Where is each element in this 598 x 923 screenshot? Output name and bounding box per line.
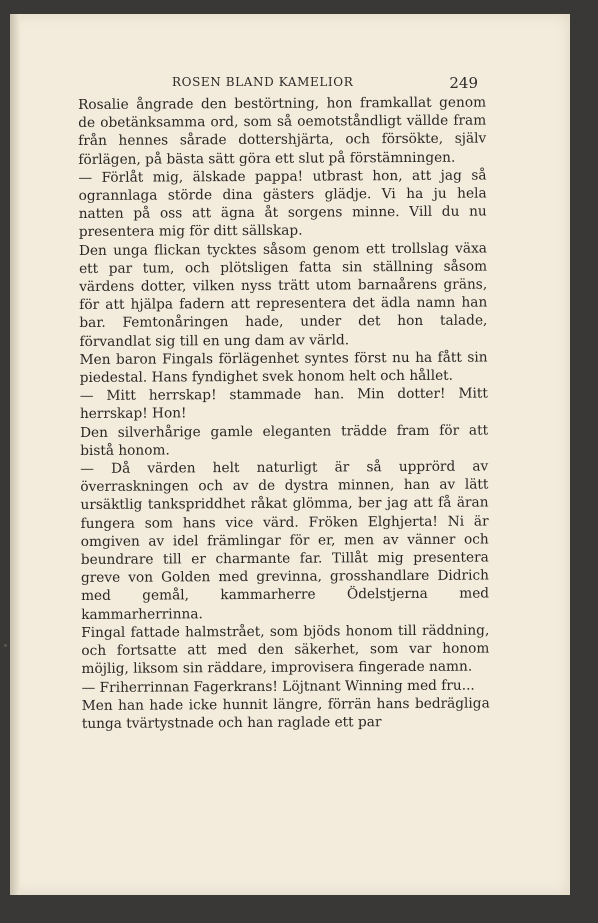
paragraph: Men baron Fingals förlägenhet syntes först nu ha fått sin piedestal. Hans fyndighet svek honom helt och hållet.	[79, 349, 488, 387]
margin-mark	[4, 644, 7, 647]
page-gutter	[10, 14, 20, 895]
paragraph: Fingal fattade halmstrået, som bjöds honom till räddning, och fortsatte att med den säkerhet, som var honom möjlig, liksom sin räddare, improvisera fingerade namn.	[81, 622, 490, 678]
paragraph: — Förlåt mig, älskade pappa! utbrast hon, att jag så ogrannlaga störde dina gästers glädje. Vi ha ju hela natten på oss att ägna åt sorgens minne. Vill du nu presentera mig för ditt sällskap.	[78, 167, 487, 241]
paragraph: Den unga flickan tycktes såsom genom ett trollslag växa ett par tum, och plötsligen fatta sin ställning såsom värdens dotter, vilken nyss trätt utom barnaårens gräns, för att hjälpa fadern att representera det ädla namn han bar. Femtonåringen hade, under det hon talade, förvandlat sig till en ung dam av värld.	[78, 240, 488, 350]
paragraph: — Mitt herrskap! stammade han. Min dotter! Mitt herrskap! Hon!	[79, 385, 488, 423]
paragraph: Rosalie ångrade den bestörtning, hon framkallat genom de obetänksamma ord, som så oemotståndligt vällde fram från hennes sårade dottershjärta, och försökte, själv förlägen, på bästa sätt göra ett slut på förstämningen.	[78, 94, 487, 168]
paragraph: Men han hade icke hunnit längre, förrän hans bedrägliga tunga tvärtystnade och han raglade ett par	[81, 695, 490, 732]
paragraph: — Friherrinnan Fagerkrans! Löjtnant Winning med fru...	[81, 677, 475, 696]
paragraph: Den silverhårige gamle eleganten trädde fram för att bistå honom.	[80, 422, 489, 459]
paragraph: — Då värden helt naturligt är så upprörd av överraskningen och av de dystra minnen, han av lätt ursäktlig tankspriddhet råkat glömma, ber jag att få äran fungera som hans vice värd. Fröken Elghjerta! Ni är omgiven av idel främlingar för er, men av vänner och beundrare till er charmante far. Tillåt mig presentera greve von Golden med grevinna, grosshandlare Didrich med gemål, kammarherre Ödelstjerna med kammarherrinna.	[80, 458, 490, 623]
body-text	[78, 94, 490, 734]
page-header	[78, 74, 478, 94]
running-title: ROSEN BLAND KAMELIOR	[172, 75, 354, 89]
page-number: 249	[449, 74, 478, 92]
